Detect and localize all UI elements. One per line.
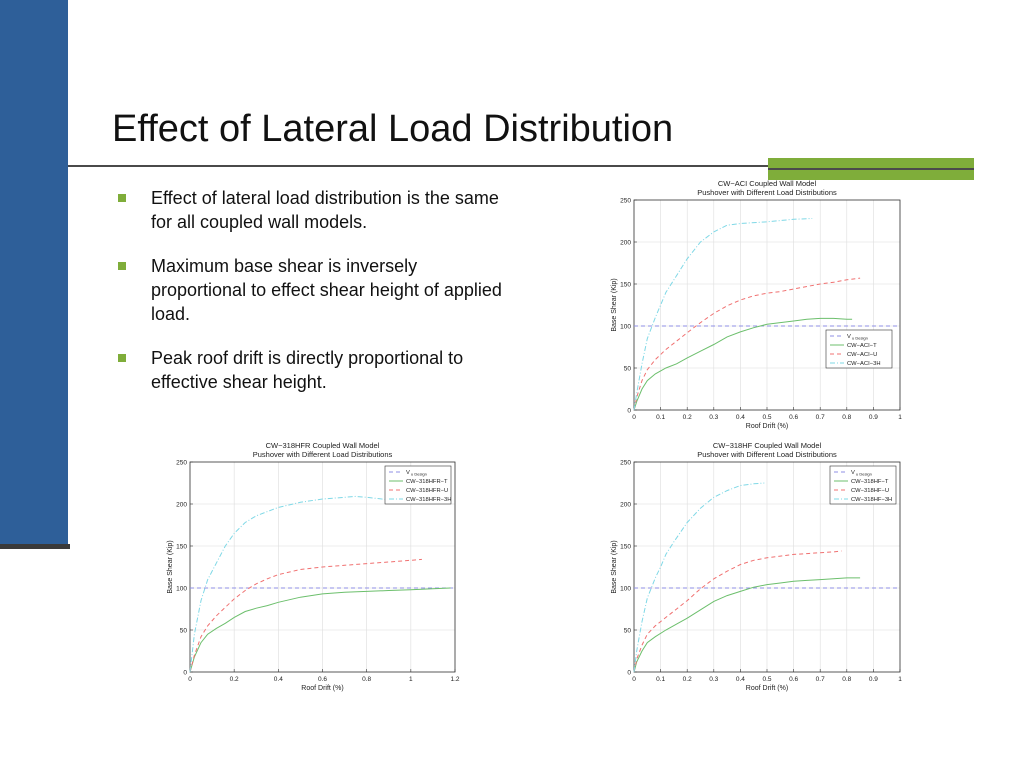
x-axis-label: Roof Drift (%)	[301, 685, 344, 692]
legend-label: CW−318HFR−3H	[406, 497, 452, 503]
chart-svg	[602, 438, 912, 693]
bullet-text: Maximum base shear is inversely proportional to effect shear height of applied load.	[151, 256, 502, 324]
series-line	[634, 318, 852, 410]
legend-label: V	[847, 334, 851, 340]
legend-label-subscript: u Design	[856, 471, 872, 477]
y-axis-label: Base Shear (Kip)	[611, 278, 618, 332]
x-tick-label: 0.8	[842, 676, 852, 683]
x-tick-label: 0.1	[656, 414, 666, 421]
x-tick-label: 0.9	[868, 676, 878, 683]
series-line	[634, 578, 860, 672]
chart-legend	[830, 466, 896, 504]
x-tick-label: 0.6	[789, 676, 799, 683]
legend-label: CW−318HFR−U	[406, 488, 449, 494]
series-line	[190, 496, 389, 672]
x-tick-label: 0.8	[362, 676, 372, 683]
chart-subtitle: Pushover with Different Load Distributions	[252, 450, 393, 459]
y-tick-label: 150	[620, 543, 631, 551]
x-tick-label: 0.2	[682, 414, 692, 421]
x-tick-label: 0.2	[229, 676, 239, 683]
legend-label: V	[851, 470, 855, 476]
chart-legend	[385, 466, 451, 504]
bullet-square-icon	[118, 354, 126, 362]
chart-svg	[602, 176, 912, 430]
x-tick-label: 0.9	[868, 414, 878, 421]
chart-title: CW−318HF Coupled Wall Model	[712, 441, 822, 450]
x-tick-label: 0.4	[273, 676, 283, 683]
y-tick-label: 200	[176, 501, 187, 509]
bullet-text: Peak roof drift is directly proportional to effective shear height.	[151, 348, 464, 392]
bullet-item	[118, 186, 508, 234]
legend-label-subscript: u Design	[411, 471, 427, 477]
x-tick-label: 0	[632, 414, 636, 421]
y-tick-label: 200	[620, 239, 631, 247]
legend-label: CW−318HFR−T	[406, 479, 448, 485]
y-tick-label: 150	[620, 281, 631, 289]
series-line	[634, 551, 842, 672]
y-axis-label: Base Shear (Kip)	[167, 540, 174, 594]
y-tick-label: 0	[627, 669, 631, 677]
x-axis-label: Roof Drift (%)	[745, 685, 789, 692]
x-tick-label: 0.5	[762, 676, 772, 683]
x-tick-label: 0	[632, 676, 636, 683]
legend-label-subscript: u Design	[852, 335, 868, 341]
y-tick-label: 50	[179, 627, 187, 635]
chart-subtitle: Pushover with Different Load Distributions	[697, 450, 837, 459]
x-tick-label: 0.4	[735, 414, 745, 421]
y-tick-label: 100	[620, 323, 631, 331]
y-tick-label: 100	[176, 585, 187, 593]
x-tick-label: 0.7	[815, 414, 825, 421]
chart-title: CW−318HFR Coupled Wall Model	[265, 441, 380, 450]
legend-label: CW−ACI−U	[847, 352, 878, 358]
x-tick-label: 0.2	[682, 676, 692, 683]
x-tick-label: 1	[409, 676, 413, 683]
y-tick-label: 0	[627, 407, 631, 415]
series-line	[190, 559, 422, 672]
x-tick-label: 0.6	[317, 676, 328, 683]
chart-title: CW−ACI Coupled Wall Model	[717, 179, 817, 188]
accent-line	[768, 168, 974, 170]
sidebar-shadow	[0, 544, 70, 549]
chart-cw-318hfr	[160, 438, 470, 693]
legend-label: V	[406, 470, 410, 476]
x-tick-label: 0.6	[789, 414, 799, 421]
legend-label: CW−ACI−T	[847, 343, 877, 349]
x-tick-label: 1	[898, 414, 902, 421]
x-tick-label: 0.1	[656, 676, 666, 683]
y-tick-label: 250	[620, 459, 631, 467]
chart-cw-318hf	[602, 438, 912, 693]
bullet-square-icon	[118, 262, 126, 270]
legend-label: CW−318HF−3H	[851, 497, 893, 503]
chart-cw-aci	[602, 176, 912, 430]
y-tick-label: 0	[183, 669, 187, 677]
y-tick-label: 100	[620, 585, 631, 593]
x-tick-label: 0.5	[762, 414, 772, 421]
bullet-list	[118, 186, 508, 414]
bullet-item	[118, 346, 508, 394]
x-axis-label: Roof Drift (%)	[745, 423, 789, 430]
y-tick-label: 250	[176, 459, 187, 467]
series-line	[634, 483, 764, 672]
bullet-text: Effect of lateral load distribution is the same for all coupled wall models.	[151, 188, 499, 232]
bullet-item	[118, 254, 508, 326]
y-tick-label: 150	[176, 543, 187, 551]
x-tick-label: 0.4	[735, 676, 745, 683]
x-tick-label: 1	[898, 676, 902, 683]
legend-label: CW−318HF−T	[851, 479, 889, 485]
x-tick-label: 0.8	[842, 414, 852, 421]
y-tick-label: 200	[620, 501, 631, 509]
y-tick-label: 50	[623, 627, 631, 635]
legend-label: CW−ACI−3H	[847, 361, 881, 367]
y-tick-label: 250	[620, 197, 631, 205]
x-tick-label: 0	[188, 676, 192, 683]
x-tick-label: 0.7	[815, 676, 825, 683]
x-tick-label: 0.3	[709, 414, 719, 421]
sidebar-bar	[0, 0, 68, 548]
x-tick-label: 1.2	[450, 676, 460, 683]
bullet-square-icon	[118, 194, 126, 202]
x-tick-label: 0.3	[709, 676, 719, 683]
y-axis-label: Base Shear (Kip)	[611, 540, 618, 594]
chart-subtitle: Pushover with Different Load Distributions	[697, 188, 837, 197]
chart-legend	[826, 330, 892, 368]
slide-title: Effect of Lateral Load Distribution	[112, 108, 674, 150]
legend-label: CW−318HF−U	[851, 488, 890, 494]
chart-svg	[160, 438, 470, 693]
y-tick-label: 50	[623, 365, 631, 373]
